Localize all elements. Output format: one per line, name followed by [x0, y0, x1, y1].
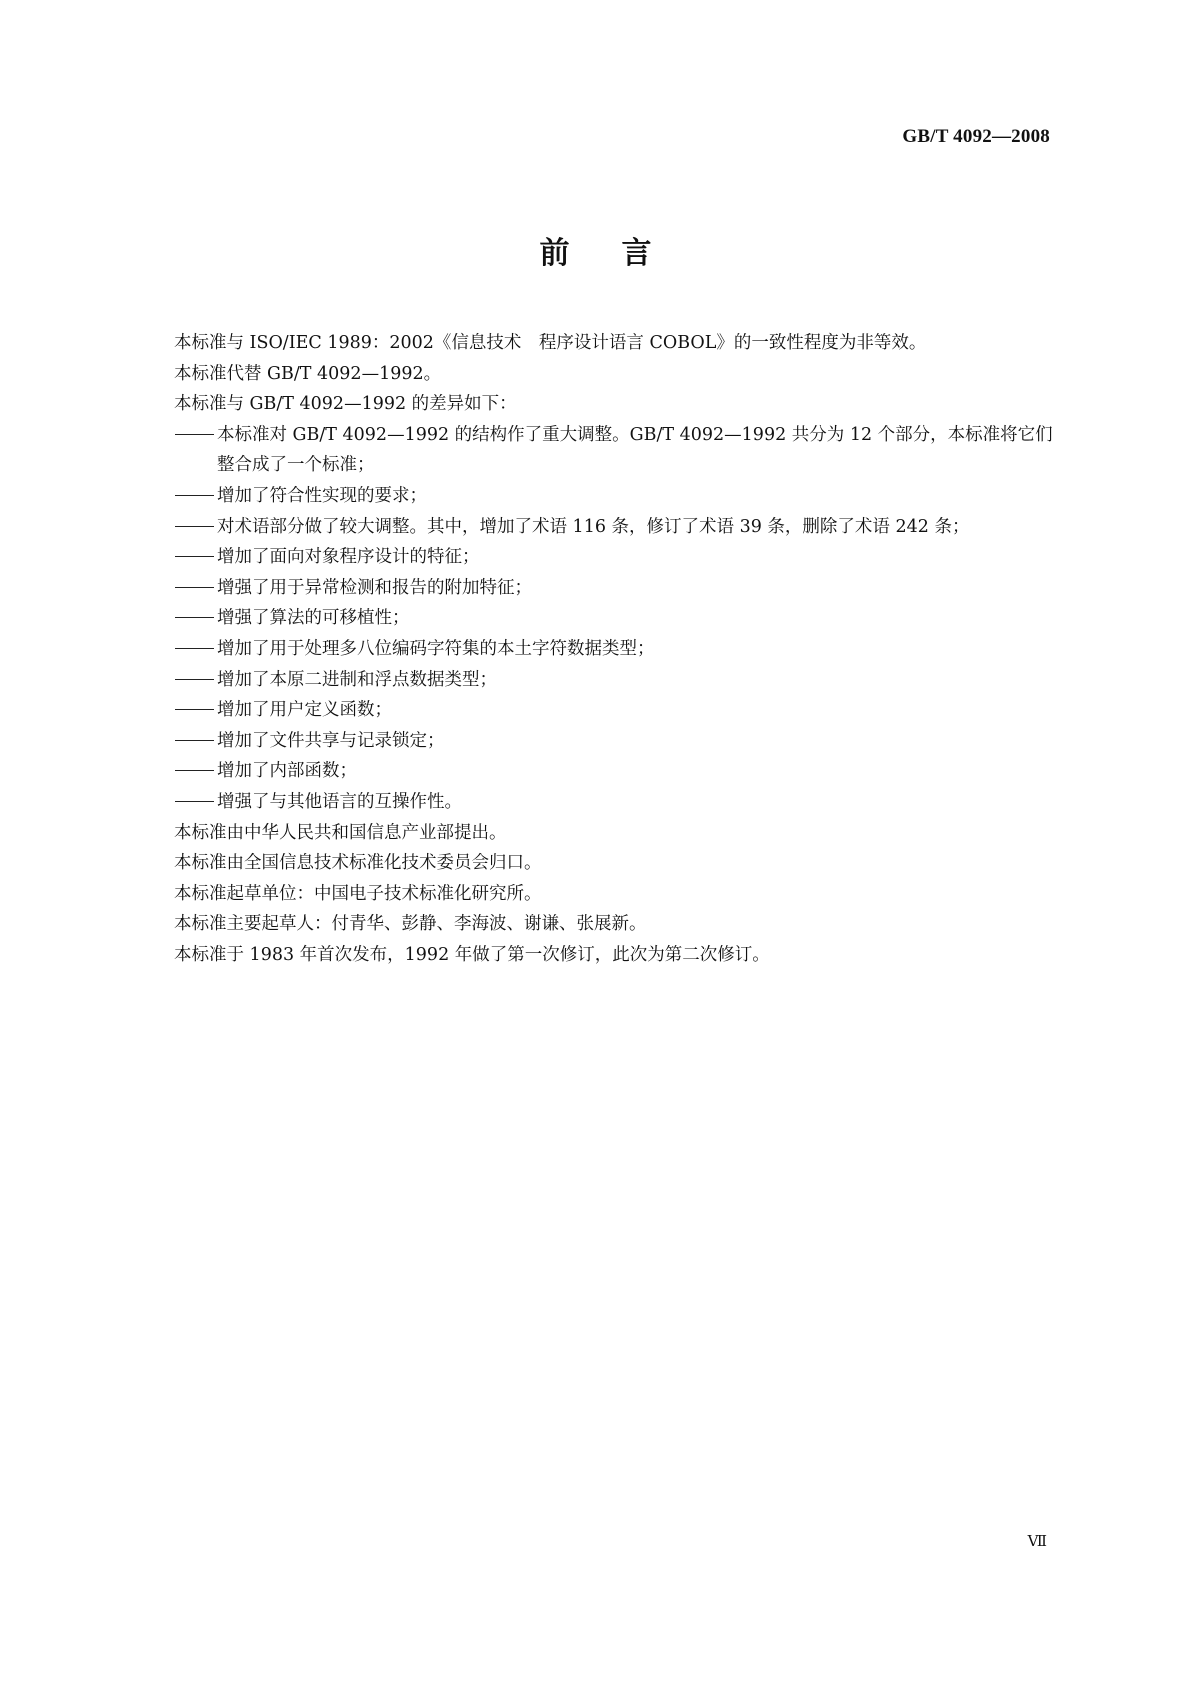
difference-item — [174, 420, 1060, 481]
intro-paragraph: 本标准与 GB/T 4092—1992 的差异如下： — [174, 394, 517, 415]
difference-text: 增强了算法的可移植性； — [217, 608, 410, 629]
closing-paragraph: 本标准于 1983 年首次发布，1992 年做了第一次修订，此次为第二次修订。 — [174, 944, 770, 965]
page-title: 前言 — [539, 236, 704, 271]
difference-item — [174, 787, 1060, 818]
difference-item — [174, 603, 1060, 634]
difference-text: 增加了文件共享与记录锁定； — [217, 730, 445, 751]
difference-text: 增加了内部函数； — [217, 761, 357, 782]
preface-body — [174, 328, 1060, 970]
difference-item — [174, 481, 1060, 512]
difference-text: 本标准对 GB/T 4092—1992 的结构作了重大调整。GB/T 4092—1992 共分为 12 个部分，本标准将它们整合成了一个标准； — [217, 424, 1053, 476]
difference-text: 增加了符合性实现的要求； — [217, 485, 427, 506]
difference-item — [174, 512, 1060, 543]
intro-paragraph: 本标准代替 GB/T 4092—1992。 — [174, 363, 442, 384]
difference-item — [174, 573, 1060, 604]
difference-text: 增加了用于处理多八位编码字符集的本土字符数据类型； — [217, 638, 655, 659]
closing-paragraph: 本标准由中华人民共和国信息产业部提出。 — [174, 822, 507, 843]
difference-text: 增强了与其他语言的互操作性。 — [217, 791, 462, 812]
difference-item — [174, 726, 1060, 757]
difference-item — [174, 756, 1060, 787]
difference-item — [174, 634, 1060, 665]
difference-text: 对术语部分做了较大调整。其中，增加了术语 116 条，修订了术语 39 条，删除了术语 242 条； — [217, 516, 970, 537]
closing-paragraph: 本标准起草单位：中国电子技术标准化研究所。 — [174, 883, 542, 904]
difference-text: 增强了用于异常检测和报告的附加特征； — [217, 577, 532, 598]
page-number: Ⅶ — [1027, 1534, 1047, 1550]
standard-code: GB/T 4092—2008 — [902, 126, 1050, 147]
difference-item — [174, 542, 1060, 573]
difference-text: 增加了面向对象程序设计的特征； — [217, 547, 480, 568]
difference-item — [174, 695, 1060, 726]
difference-item — [174, 665, 1060, 696]
closing-paragraph: 本标准主要起草人：付青华、彭静、李海波、谢谦、张展新。 — [174, 914, 647, 935]
intro-paragraph: 本标准与 ISO/IEC 1989：2002《信息技术 程序设计语言 COBOL》的一致性程度为非等效。 — [174, 333, 927, 353]
difference-text: 增加了本原二进制和浮点数据类型； — [217, 669, 497, 690]
closing-paragraph: 本标准由全国信息技术标准化技术委员会归口。 — [174, 853, 542, 874]
difference-text: 增加了用户定义函数； — [217, 700, 392, 721]
